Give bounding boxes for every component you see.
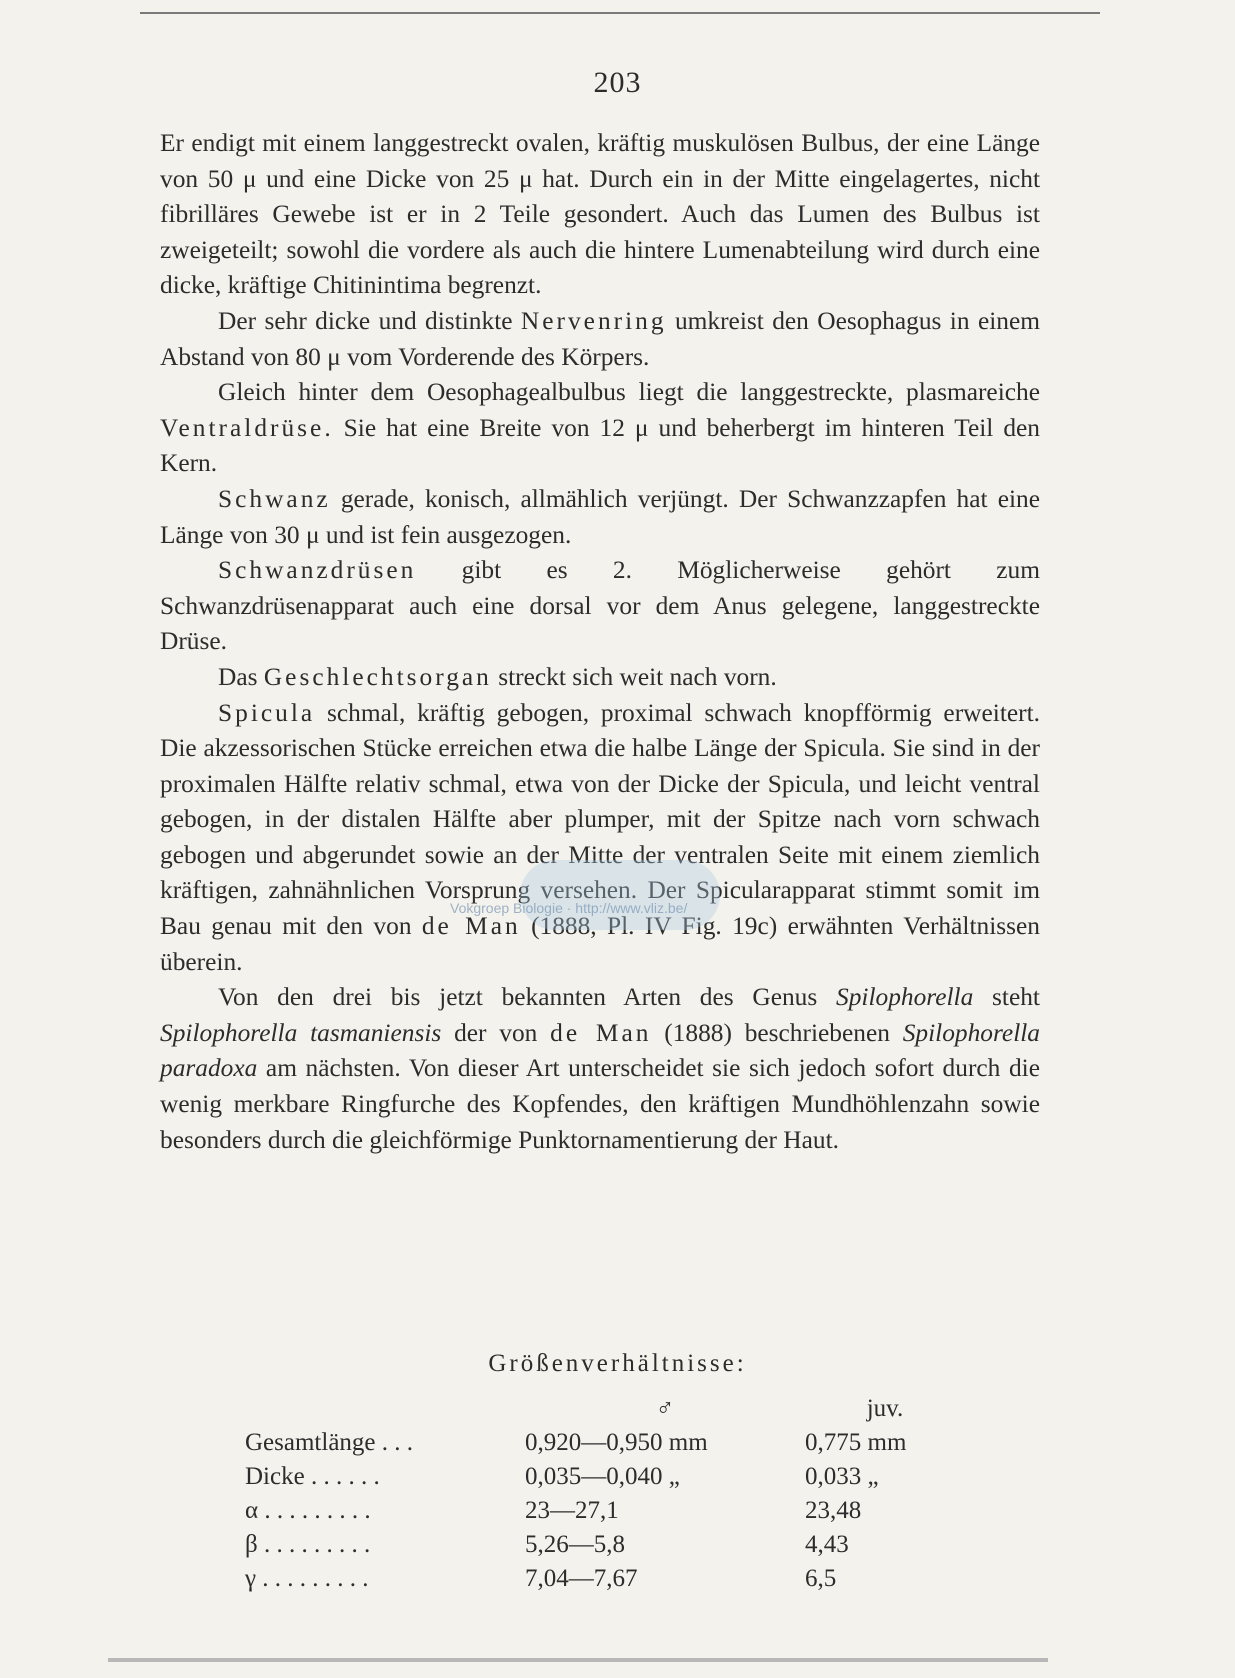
page-number: 203 [593, 66, 642, 99]
text-segment: Er endigt mit einem langgestreckt ovalen, kräftig muskulösen Bulbus, der eine Länge von 50 μ und eine Dicke von 25 μ hat. Durch ein in der Mitte eingelagertes, nicht fibrilläres Gewebe ist er in 2 Teile gesondert. Auch das Lumen des Bulbus ist zweigeteilt; sowohl die vordere als auch die hintere Lumenabteilung wird durch eine dicke, kräftige Chitinintima begrenzt. [160, 129, 1040, 300]
juvenile-value: 0,775 mm [805, 1429, 907, 1456]
paragraph [160, 696, 1040, 981]
spaced-term: de Man [550, 1018, 652, 1047]
text-segment: Von den drei bis jetzt bekannten Arten des Genus [218, 983, 836, 1012]
bottom-rule [108, 1658, 1048, 1662]
watermark-logo [520, 860, 720, 930]
text-segment: Das [218, 662, 264, 691]
table-row [245, 1460, 965, 1494]
row-label: Gesamtlänge . . . [245, 1429, 414, 1456]
juvenile-value: 6,5 [805, 1565, 837, 1592]
spaced-term: Spicula [218, 698, 316, 727]
spaced-term: Schwanz [218, 484, 331, 513]
text-segment: Sie hat eine Breite von 12 μ und beherbergt im hinteren Teil den Kern. [160, 413, 1040, 478]
text-segment: steht [973, 983, 1040, 1012]
male-value: 0,920—0,950 mm [525, 1429, 708, 1456]
taxon-name: Spilophorella tasmaniensis [160, 1018, 442, 1047]
row-label: Dicke . . . . . . [245, 1463, 380, 1490]
paragraph [160, 553, 1040, 660]
text-segment: (1888) beschriebenen [651, 1018, 903, 1047]
table-row [245, 1494, 965, 1528]
table-header-male: ♂ [655, 1395, 675, 1422]
row-label: β . . . . . . . . . [245, 1531, 371, 1558]
spaced-term: Schwanzdrüsen [218, 556, 417, 585]
text-segment: (1888, Pl. IV Fig. 19c) erwähnten Verhältnissen überein. [160, 912, 1040, 976]
male-value: 7,04—7,67 [525, 1565, 638, 1592]
spaced-term: Geschlechtsorgan [263, 662, 492, 691]
watermark-text: Vokgroep Biologie · http://www.vliz.be/ [450, 900, 688, 916]
table-title: Größenverhältnisse: [488, 1350, 747, 1377]
text-segment: schmal, kräftig gebogen, proximal schwach knopfförmig erweitert. Die akzessorischen Stücke erreichen etwa die halbe Länge der Spicula. Sie sind in der proximalen Hälfte relativ schmal, etwa von der Dicke der Spicula, und leicht ventral gebogen, in der distalen Hälfte aber plumper, mit der Spitze nach vorn schwach gebogen und abgerundet sowie an der Mitte der ventralen Seite mit einem ziemlich kräftigen, zahnähnlichen Vorsprung versehen. Der Spicularapparat stimmt somit im Bau genau mit den von [160, 698, 1040, 941]
row-label: α . . . . . . . . . [245, 1497, 371, 1524]
body-text [160, 126, 1040, 1158]
paragraph [160, 375, 1040, 482]
paragraph [160, 660, 1040, 696]
taxon-name: Spilophorella [836, 983, 974, 1012]
paragraph [160, 304, 1040, 375]
taxon-name: Spilophorella paradoxa [160, 1018, 1040, 1083]
paragraph [160, 482, 1040, 553]
juvenile-value: 4,43 [805, 1531, 849, 1558]
text-segment: umkreist den Oesophagus in einem Abstand von 80 μ vom Vorderende des Körpers. [160, 306, 1040, 371]
male-value: 0,035—0,040 „ [525, 1463, 680, 1490]
text-segment: gibt es 2. Möglicherweise gehört zum Schwanzdrüsenapparat auch eine dorsal vor dem Anus gelegene, langgestreckte Drüse. [160, 556, 1040, 656]
row-label: γ . . . . . . . . . [245, 1565, 369, 1592]
table-row [245, 1426, 965, 1460]
spaced-term: Nervenring [520, 306, 667, 335]
measurements-table [245, 1392, 965, 1596]
text-segment: der von [441, 1018, 551, 1047]
table-header-row [245, 1392, 965, 1426]
table-row [245, 1528, 965, 1562]
text-segment: streckt sich weit nach vorn. [491, 662, 777, 691]
table-header-label [245, 1392, 525, 1426]
text-segment: Der sehr dicke und distinkte [218, 306, 521, 335]
top-rule [140, 12, 1100, 14]
text-segment: Gleich hinter dem Oesophagealbulbus liegt die langgestreckte, plasmareiche [218, 378, 1040, 407]
male-value: 23—27,1 [525, 1497, 619, 1524]
paragraph [160, 980, 1040, 1158]
paragraph [160, 126, 1040, 304]
table-header-juvenile: juv. [866, 1395, 904, 1422]
spaced-term: Ventraldrüse. [160, 413, 334, 442]
juvenile-value: 0,033 „ [805, 1463, 879, 1490]
male-value: 5,26—5,8 [525, 1531, 625, 1558]
table-row [245, 1562, 965, 1596]
juvenile-value: 23,48 [805, 1497, 862, 1524]
text-segment: am nächsten. Von dieser Art unterscheidet sie sich jedoch sofort durch die wenig merkbare Ringfurche des Kopfendes, den kräftigen Mundhöhlenzahn sowie besonders durch die gleichförmige Punktornamentierung der Haut. [160, 1054, 1040, 1154]
spaced-term: de Man [421, 912, 521, 941]
text-segment: gerade, konisch, allmählich verjüngt. Der Schwanzzapfen hat eine Länge von 30 μ und ist fein ausgezogen. [160, 484, 1040, 549]
